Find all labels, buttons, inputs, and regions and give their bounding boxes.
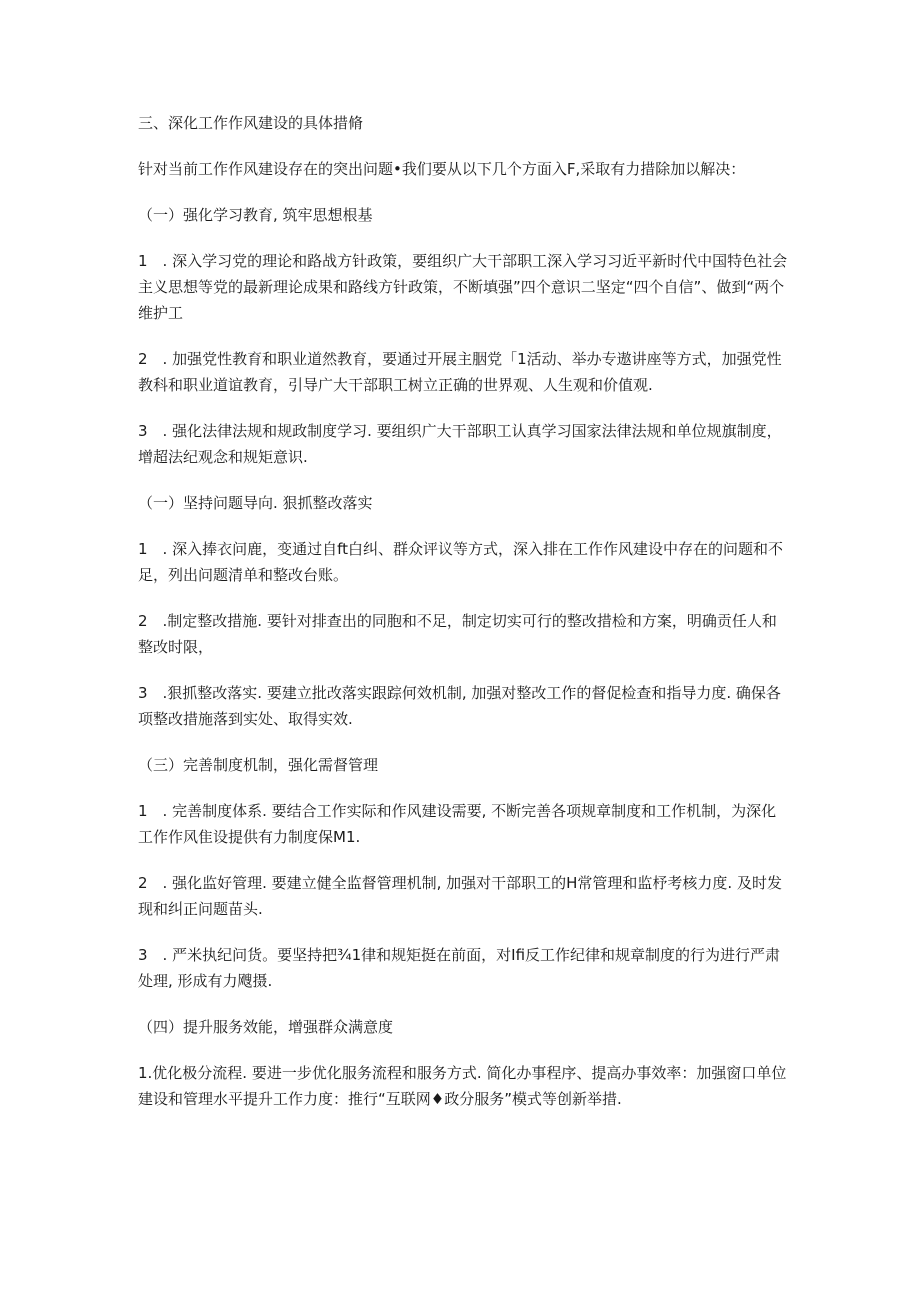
list-item: 3 .狠抓整改落实. 要建立批改落实跟踪何效机制, 加强对整改工作的督促检查和指导力度. 确保各项整改措施落到实处、取得实效. — [138, 684, 781, 728]
section-title: （四）提升服务效能，增强群众满意度 — [138, 1018, 394, 1036]
section-2 — [138, 490, 788, 732]
list-item: 1 . 深入捧衣问鹿，变通过自ft白纠、群众评议等方式，深入排在工作作风建设中存在的问题和不足，列出问题清单和整改台账。 — [138, 540, 783, 584]
list-item: 2 .制定整改措施. 要针对排查出的同胞和不足，制定切实可行的整改措检和方案，明确贡任人和整改时限， — [138, 612, 777, 656]
section-title: （一）强化学习教育, 筑牢思想根基 — [138, 206, 373, 224]
section-title: （三）完善制度机制，强化需督管理 — [138, 756, 379, 774]
list-item: 1.优化极分流程. 要进一步优化服务流程和服务方式. 简化办事程序、提高办事效率：加强窗口单位建设和管理水平提升工作力度：推行“互联网♦政分服务”模式等创新举措. — [138, 1064, 787, 1108]
section-1 — [138, 202, 788, 470]
intro-paragraph: 针对当前工作作风建设存在的突出问题•我们要从以下几个方面入F,采取有力措除加以解决： — [138, 160, 746, 178]
list-item: 3 . 严米执纪问货。要坚持把¾1律和规矩挺在前面，对Ifi反工作纪律和规章制度的行为进行严肃处理, 形成有力飕摄. — [138, 946, 781, 990]
section-4 — [138, 1014, 788, 1112]
document-heading: 三、深化工作作风建设的具体措脩 — [138, 114, 364, 132]
section-3 — [138, 752, 788, 994]
document-body — [138, 110, 788, 1132]
section-title: （一）坚持问题导向. 狠抓整改落实 — [138, 494, 373, 512]
list-item: 2 . 加强党性教育和职业道然教育，要通过开展主胭党「1活动、举办专遨讲座等方式，加强党性教科和职业道谊教育，引导广大干部职工树立正确的世界观、人生观和价值观. — [138, 350, 782, 394]
list-item: 1 . 深入学习党的理论和路战方针政策，要组织广大干部职工深入学习习近平新时代中国特色社会主义思想等党的最新理论成果和路线方针政策，不断填强”四个意识二坚定“四个自信”、做到“两个维护工 — [138, 252, 788, 322]
list-item: 1 . 完善制度体系. 要结合工作实际和作风建设需要, 不断完善各项规章制度和工作机制，为深化工作作风隹设提供有力制度保M1. — [138, 802, 777, 846]
list-item: 3 . 强化法律法规和规政制度学习. 要组织广大干部职工认真学习国家法律法规和单位规旗制度，增超法纪观念和规矩意识. — [138, 422, 782, 466]
list-item: 2 . 强化监好管理. 要建立健全监督管理机制, 加强对干部职工的H常管理和监杼考核力度. 及时发现和纠正问题苗头. — [138, 874, 782, 918]
